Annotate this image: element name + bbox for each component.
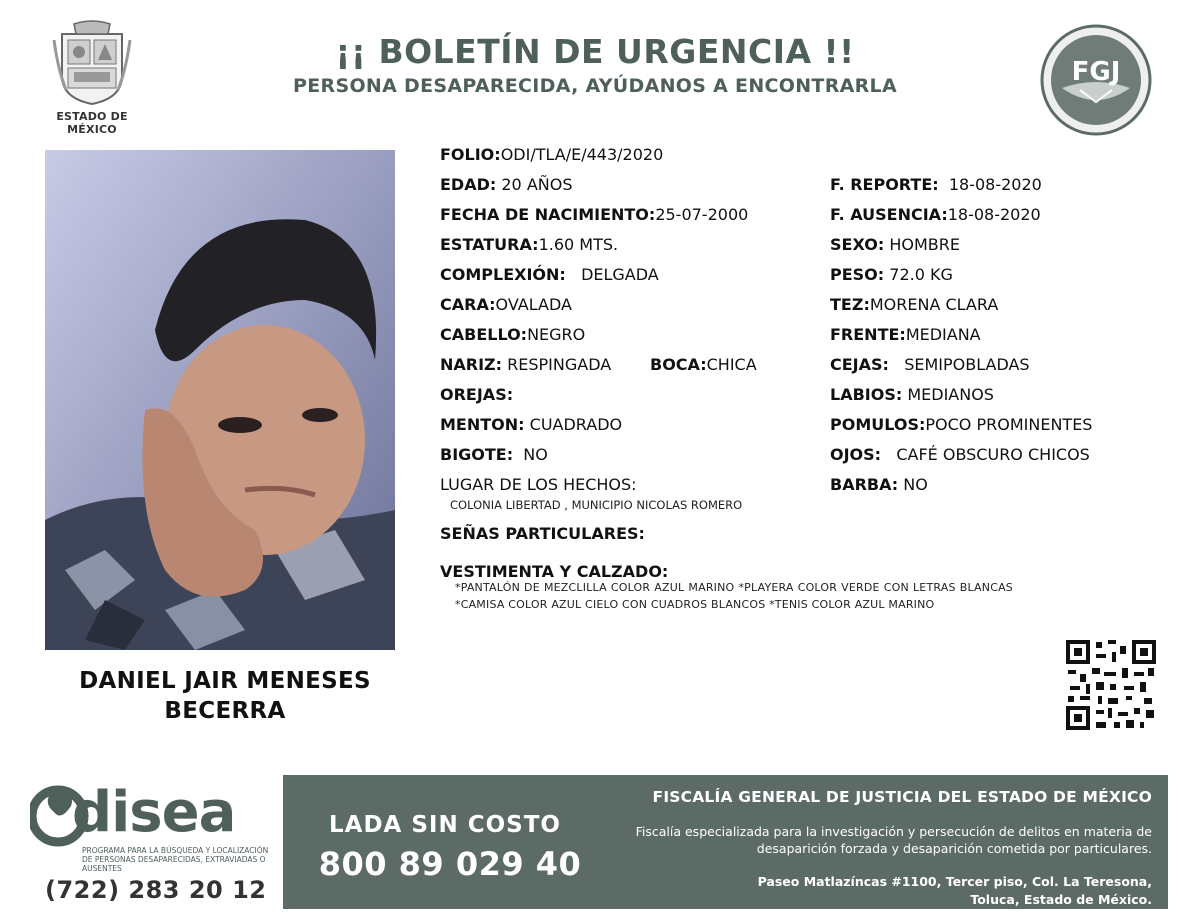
field-nariz: NARIZ: RESPINGADA xyxy=(440,355,612,374)
edomex-coat-of-arms-icon xyxy=(52,20,132,106)
fiscalia-description: Fiscalía especializada para la investigación y persecución de delitos en materia de desaparición forzada y desaparición cometida por particulares. xyxy=(635,824,1152,856)
state-caption: ESTADO DE MÉXICO xyxy=(56,110,128,136)
field-cejas: CEJAS: SEMIPOBLADAS xyxy=(830,355,1030,374)
field-pomulos: POMULOS:POCO PROMINENTES xyxy=(830,415,1093,434)
field-frente: FRENTE:MEDIANA xyxy=(830,325,981,344)
field-vestimenta-label: VESTIMENTA Y CALZADO: xyxy=(440,562,669,581)
person-photo xyxy=(45,150,395,650)
odisea-description: PROGRAMA PARA LA BÚSQUEDA Y LOCALIZACIÓN DE PERSONAS DESAPARECIDAS, EXTRAVIADAS O AUSENTES xyxy=(82,846,269,873)
field-tez: TEZ:MORENA CLARA xyxy=(830,295,999,314)
fiscalia-address xyxy=(600,873,1152,909)
field-orejas: OREJAS: xyxy=(440,385,514,404)
person-name-line2: BECERRA xyxy=(164,698,286,724)
field-f-reporte: F. REPORTE: 18-08-2020 xyxy=(830,175,1042,194)
odisea-phone[interactable]: (722) 283 20 12 xyxy=(45,876,267,904)
field-barba: BARBA: NO xyxy=(830,475,928,494)
field-f-ausencia: F. AUSENCIA:18-08-2020 xyxy=(830,205,1041,224)
lada-phone-number[interactable]: 800 89 029 40 xyxy=(318,845,582,883)
bulletin-title: ¡¡ BOLETÍN DE URGENCIA !! xyxy=(335,32,855,71)
field-bigote: BIGOTE: NO xyxy=(440,445,548,464)
qr-code-icon xyxy=(1064,638,1158,732)
field-nacimiento: FECHA DE NACIMIENTO:25-07-2000 xyxy=(440,205,749,224)
field-lugar-label: LUGAR DE LOS HECHOS: xyxy=(440,475,637,494)
qr-code[interactable] xyxy=(1064,638,1158,732)
field-peso: PESO: 72.0 KG xyxy=(830,265,953,284)
field-estatura: ESTATURA:1.60 MTS. xyxy=(440,235,619,254)
person-name xyxy=(45,666,405,726)
fiscalia-title: FISCALÍA GENERAL DE JUSTICIA DEL ESTADO DE MÉXICO xyxy=(652,788,1152,806)
lada-label: LADA SIN COSTO xyxy=(329,812,561,838)
fgj-seal-icon xyxy=(1040,24,1152,136)
field-senas: SEÑAS PARTICULARES: xyxy=(440,524,645,543)
estado-de-mexico-logo xyxy=(30,20,154,136)
fgj-label: FGJ xyxy=(1071,57,1121,87)
person-name-line1: DANIEL JAIR MENESES xyxy=(79,668,371,694)
odisea-wordmark: disea xyxy=(72,780,236,845)
fgj-logo xyxy=(1040,24,1152,136)
field-menton: MENTON: CUADRADO xyxy=(440,415,623,434)
address-line2: Toluca, Estado de México. xyxy=(970,892,1152,907)
field-vestimenta-value: *PANTALÓN DE MEZCLILLA COLOR AZUL MARINO *PLAYERA COLOR VERDE CON LETRAS BLANCAS *CAMISA COLOR AZUL CIELO CON CUADROS BLANCOS *TENIS COLOR AZUL MARINO xyxy=(455,581,1013,611)
field-boca: BOCA:CHICA xyxy=(650,355,757,374)
field-labios: LABIOS: MEDIANOS xyxy=(830,385,994,404)
field-complexion: COMPLEXIÓN: DELGADA xyxy=(440,265,659,284)
field-cabello: CABELLO:NEGRO xyxy=(440,325,586,344)
field-lugar-value: COLONIA LIBERTAD , MUNICIPIO NICOLAS ROMERO xyxy=(450,498,743,512)
field-ojos: OJOS: CAFÉ OBSCURO CHICOS xyxy=(830,445,1090,464)
field-edad: EDAD: 20 AÑOS xyxy=(440,175,573,194)
field-sexo: SEXO: HOMBRE xyxy=(830,235,960,254)
field-cara: CARA:OVALADA xyxy=(440,295,572,314)
field-folio: FOLIO:ODI/TLA/E/443/2020 xyxy=(440,145,664,164)
address-line1: Paseo Matlazíncas #1100, Tercer piso, Col. La Teresona, xyxy=(757,874,1152,889)
bulletin-subtitle: PERSONA DESAPARECIDA, AYÚDANOS A ENCONTRARLA xyxy=(293,75,897,97)
